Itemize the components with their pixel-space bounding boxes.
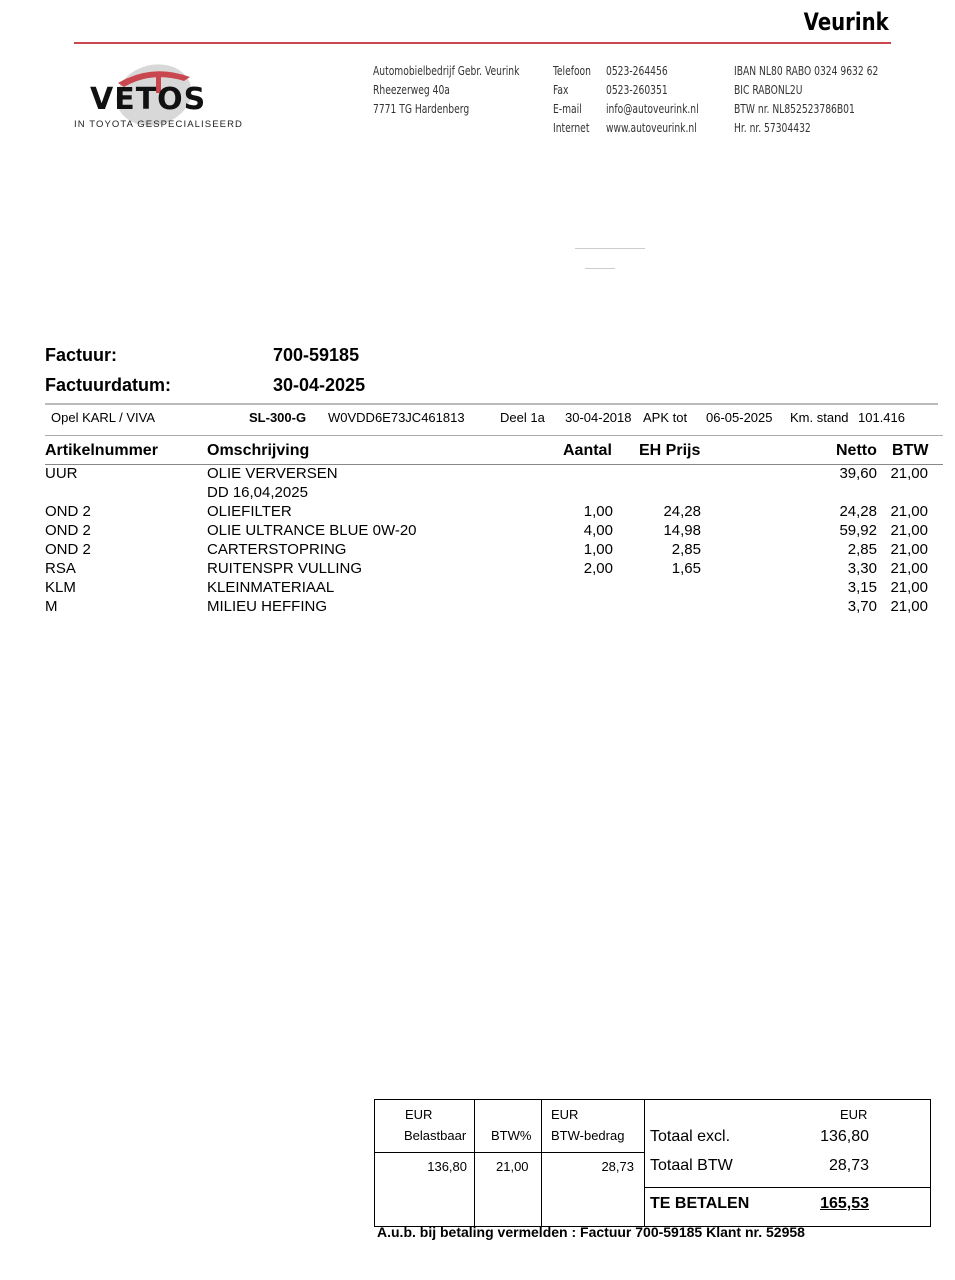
license-plate: SL-300-G [249, 410, 307, 425]
base-value: 136,80 [427, 1159, 467, 1174]
total-vat-label: Totaal BTW [650, 1157, 733, 1174]
table-row [0, 560, 955, 579]
amount-due-value: 165,53 [820, 1195, 869, 1212]
cell-vat: 21,00 [890, 465, 928, 482]
cell-vat: 21,00 [890, 598, 928, 615]
base-label: Belastbaar [404, 1128, 467, 1143]
table-row [0, 503, 955, 522]
table-row [0, 522, 955, 541]
cell-article: KLM [45, 579, 76, 596]
cell-description: OLIEFILTER [207, 503, 292, 520]
divider [644, 1100, 645, 1226]
fax-value: 0523-260351 [606, 83, 668, 97]
cell-vat: 21,00 [890, 522, 928, 539]
total-vat-value: 28,73 [828, 1157, 869, 1174]
col-description: Omschrijving [207, 442, 310, 459]
divider [541, 1100, 542, 1226]
vehicle-model: Opel KARL / VIVA [51, 410, 156, 425]
deel-label: Deel 1a [500, 410, 545, 425]
eur-label: EUR [551, 1107, 579, 1122]
cell-description: RUITENSPR VULLING [207, 560, 363, 577]
cell-description: DD 16,04,2025 [207, 484, 308, 501]
cell-net: 3,30 [847, 560, 877, 577]
cell-unit: 1,65 [671, 560, 701, 577]
invoice-number: 700-59185 [273, 345, 360, 365]
eur-label: EUR [840, 1107, 868, 1122]
cell-article: M [45, 598, 58, 615]
address-line: Rheezerweg 40a [373, 83, 450, 97]
col-unit-price: EH Prijs [639, 442, 701, 459]
table-row [0, 598, 955, 617]
contact-label: Telefoon [553, 64, 591, 78]
cell-description: MILIEU HEFFING [207, 598, 328, 615]
phone-value: 0523-264456 [606, 64, 668, 78]
address-line: Automobielbedrijf Gebr. Veurink [373, 64, 520, 78]
vat-number: BTW nr. NL852523786B01 [734, 102, 855, 116]
table-row [0, 541, 955, 560]
vehicle-top-rule [45, 403, 938, 405]
cell-description: OLIE ULTRANCE BLUE 0W-20 [207, 522, 417, 539]
address-line: 7771 TG Hardenberg [373, 102, 470, 116]
chamber-number: Hr. nr. 57304432 [734, 121, 811, 135]
totals-box [374, 1099, 931, 1227]
km-value: 101.416 [858, 410, 905, 425]
cell-qty: 4,00 [583, 522, 613, 539]
col-article: Artikelnummer [45, 442, 158, 459]
contact-label: Fax [553, 83, 569, 97]
cell-unit: 14,98 [663, 522, 701, 539]
col-qty: Aantal [563, 442, 612, 459]
vat-amount-label: BTW-bedrag [551, 1128, 625, 1143]
bic: BIC RABONL2U [734, 83, 803, 97]
logo-word: VETOS [90, 82, 207, 117]
cell-description: OLIE VERVERSEN [207, 465, 338, 482]
cell-article: OND 2 [45, 541, 91, 558]
cell-net: 59,92 [839, 522, 877, 539]
cell-article: OND 2 [45, 522, 91, 539]
contact-label: Internet [553, 121, 590, 135]
invoice-number-label: Factuur: [45, 345, 117, 365]
km-label: Km. stand [790, 410, 849, 425]
cell-qty: 1,00 [583, 541, 613, 558]
cell-vat: 21,00 [890, 560, 928, 577]
cell-description: CARTERSTOPRING [207, 541, 347, 558]
divider [474, 1100, 475, 1226]
cell-vat: 21,00 [890, 579, 928, 596]
header-divider [74, 42, 891, 44]
cell-unit: 2,85 [671, 541, 701, 558]
vehicle-bottom-rule [45, 435, 943, 436]
cell-net: 3,15 [847, 579, 877, 596]
col-vat: BTW [892, 442, 929, 459]
table-row [0, 579, 955, 598]
vin: W0VDD6E73JC461813 [328, 410, 465, 425]
vat-amount-value: 28,73 [601, 1159, 634, 1174]
table-row [0, 484, 955, 503]
cell-article: UUR [45, 465, 78, 482]
divider [375, 1152, 644, 1153]
contact-values [606, 62, 699, 138]
payment-reference: A.u.b. bij betaling vermelden : Factuur 700-59185 Klant nr. 52958 [377, 1224, 805, 1240]
company-address [373, 62, 519, 119]
vat-pct-label: BTW% [491, 1128, 532, 1143]
apk-date: 06-05-2025 [706, 410, 773, 425]
table-row [0, 465, 955, 484]
cell-article: OND 2 [45, 503, 91, 520]
invoice-date: 30-04-2025 [273, 375, 366, 395]
brand-name: Veurink [803, 8, 889, 36]
cell-net: 2,85 [847, 541, 877, 558]
cell-vat: 21,00 [890, 503, 928, 520]
total-excl-label: Totaal excl. [650, 1128, 731, 1145]
deel-date: 30-04-2018 [565, 410, 632, 425]
website-link[interactable]: www.autoveurink.nl [606, 121, 697, 135]
bank-details [734, 62, 878, 138]
amount-due-label: TE BETALEN [650, 1195, 750, 1212]
divider [644, 1187, 930, 1188]
scan-mark [585, 268, 615, 269]
total-excl-value: 136,80 [820, 1128, 869, 1145]
cell-unit: 24,28 [663, 503, 701, 520]
cell-article: RSA [45, 560, 76, 577]
apk-label: APK tot [643, 410, 688, 425]
col-net: Netto [836, 442, 877, 459]
cell-net: 3,70 [847, 598, 877, 615]
cell-net: 24,28 [839, 503, 877, 520]
vat-pct-value: 21,00 [496, 1159, 529, 1174]
eur-label: EUR [405, 1107, 433, 1122]
iban: IBAN NL80 RABO 0324 9632 62 [734, 64, 879, 78]
email-link[interactable]: info@autoveurink.nl [606, 102, 699, 116]
cell-net: 39,60 [839, 465, 877, 482]
cell-qty: 1,00 [583, 503, 613, 520]
cell-description: KLEINMATERIAAL [207, 579, 335, 596]
cell-vat: 21,00 [890, 541, 928, 558]
scan-mark [575, 248, 645, 249]
logo-tagline: IN TOYOTA GESPECIALISEERD [74, 119, 243, 130]
contact-label: E-mail [553, 102, 582, 116]
invoice-date-label: Factuurdatum: [45, 375, 171, 395]
cell-qty: 2,00 [583, 560, 613, 577]
contact-labels [553, 62, 591, 138]
